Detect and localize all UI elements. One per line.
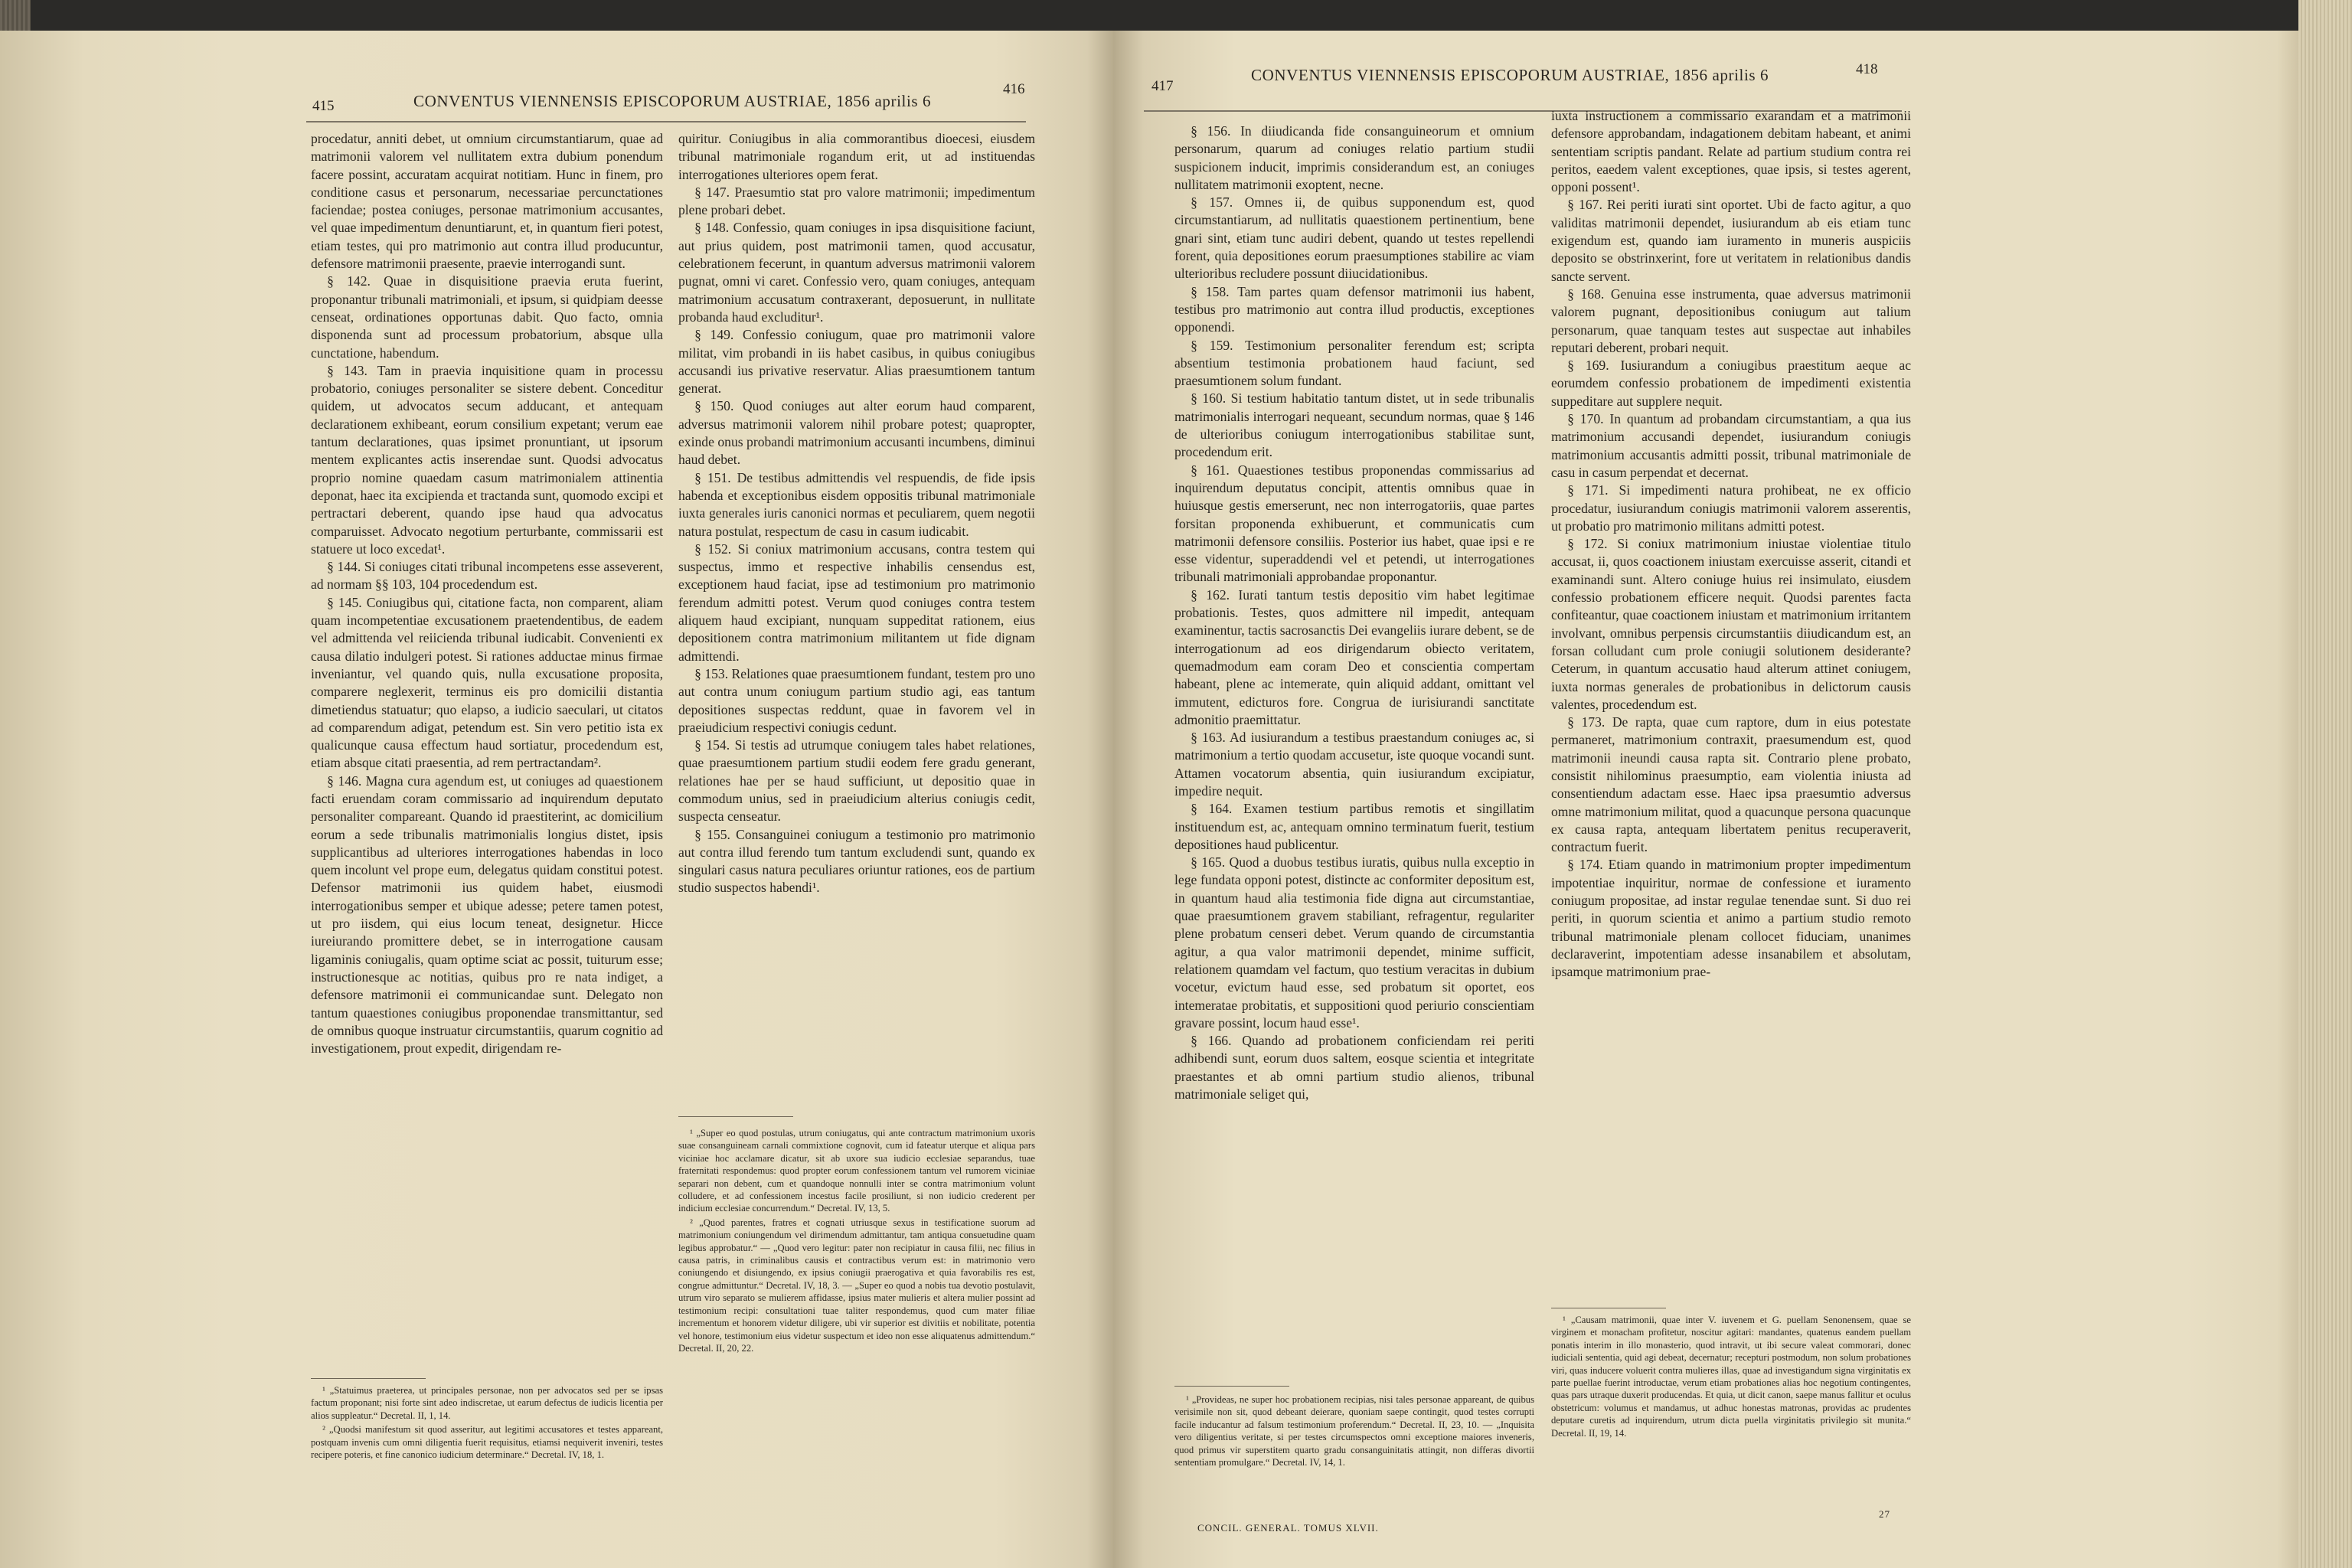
paragraph-172: § 172. Si coniux matrimonium iniustae violentiae titulo accusat, ii, quos coactionem iniustam exercuisse asserit, citandi et examinandi sunt. Altero coniuge huius rei insimulato, eiusdem confessio probationem efficere nequit. Quodsi parentes facta confiteantur, quae coactionem iniustam et matrimonium irritantem involvant, omnibus perpensis circumstantiis diiudicandum est, an forsan colludant cum prole coniugii solutionem desiderante? Ceterum, in quantum accusatio haud alterum attinet coniugem, iuxta normas generales de probationibus in delictorum causis valentes, procedendum est.: [1551, 536, 1911, 712]
signature-line: CONCIL. GENERAL. TOMUS XLVII.: [1197, 1522, 1379, 1534]
left-page: [0, 31, 1113, 1568]
paragraph-166: § 166. Quando ad probationem conficiendam rei periti adhibendi sunt, eorum duos saltem, eosque scientia et integritate praestantes et ab omni partium studio alienos, tribunal matrimoniale seliget qui,: [1174, 1033, 1534, 1102]
footnote-rule: [311, 1378, 426, 1379]
left-page-footnotes-col2: [678, 1127, 1035, 1356]
paragraph-162: § 162. Iurati tantum testis depositio vim habet legitimae probationis. Testes, quos admittere nil impedit, antequam examinentur, tactis sacrosanctis Dei evangeliis iurare debent, se de interrogationum ad eos dirigendarum obiecto veritatem, quemadmodum eam coram Deo et conscientia compertam habeant, plene ac intemerate, quin aliquid addant, omittant vel immutent, edicturos fore. Congrua de iurisiurandi sanctitate admonitio praemittatur.: [1174, 586, 1534, 727]
paragraph-153: § 153. Relationes quae praesumtionem fundant, testem pro uno aut contra unum coniugum partium studio agi, eas tantum depositiones suspectas reddunt, quae in favorem vel in praeiudicium respectivi coniugis cedunt.: [678, 665, 1035, 735]
footnote: ¹ „Super eo quod postulas, utrum coniugatus, qui ante contractum matrimonium uxoris suae consanguineam carnali commixtione cognovit, cum id fateatur uterque et aliqua pars viciniae hoc acclamare dicatur, sit ab uxore sua iudicio ecclesiae separandus, tuae fraternitati respondemus: quod propter eorum confessionem tantum vel rumorem viciniae separari non debent, cum et quandoque nonnulli inter se contra matrimonium volunt colludere, et ad confessionem incestus facile prosiliunt, si non iudicio crederent per indicium ecclesiae concurrendum.“ Decretal. IV, 13, 5.: [678, 1128, 1035, 1214]
header-rule-left: [306, 121, 1026, 122]
paragraph-156: § 156. In diiudicanda fide consanguineorum et omnium personarum, quarum ad coniuges relatio partium studii suspicionem inducit, imprimis considerandum est, an coniuges nullitatem matrimonii exoptent, necne.: [1174, 123, 1534, 192]
footnote: ¹ „Causam matrimonii, quae inter V. iuvenem et G. puellam Senonensem, quae se virginem et monacham profitetur, noscitur agitari: mandantes, quatenus eandem puellam ponatis interim in illo monasterio, quod intravit, ut ibi secure valeat commorari, donec iudiciali sententia, quid agi debeat, decernatur; recepturi postmodum, non solum probationes viri, quas inducere voluerit contra mulieres illas, quae ad investigandum signa virginitatis ex parte puellae fuerint introductae, verum etiam probationes alias hoc negotium contingentes, quas pars utraque duxerit producendas. Et quia, ut dicit canon, saepe manus fallitur et oculus obstetricum: volumus et mandamus, ut adhuc honestas matronas, providas ac prudentes deputare curetis ad inquirendum, utrum dicta puella virginitatis privilegio sit munita.“ Decretal. II, 19, 14.: [1551, 1315, 1911, 1439]
page-number-418: 418: [1856, 61, 1878, 77]
footnote-rule: [678, 1116, 793, 1117]
paragraph-161: § 161. Quaestiones testibus proponendas commissarius ad inquirendum deputatus concipit, attentis omnibus quae in huiusque gestis emerserunt, nec non interrogatoriis, quae partes forsitan proponenda exhibuerunt, et communicatis cum matrimonii defensore consiliis. Posterior ius habet, quae ipsi e re esse videntur, superaddendi vel et petendi, ut interrogationes tribunali matrimoniali approbandae proponantur.: [1174, 462, 1534, 585]
running-header-left: CONVENTUS VIENNENSIS EPISCOPORUM AUSTRIAE, 1856 aprilis 6: [413, 92, 932, 110]
paragraph-170: § 170. In quantum ad probandam circumstantiam, a qua ius matrimonium accusandi dependet, iusiurandum coniugis matrimonium accusantis admitti possit, tribunal matrimoniale de casu in casum perpendat et decernat.: [1551, 411, 1911, 480]
running-header-right: CONVENTUS VIENNENSIS EPISCOPORUM AUSTRIAE, 1856 aprilis 6: [1251, 66, 1769, 84]
right-page-column-1: [1174, 122, 1534, 1271]
left-page-column-2: [678, 130, 1035, 1125]
paragraph-173: § 173. De rapta, quae cum raptore, dum in eius potestate permaneret, matrimonium contraxit, praesumendum est, quod matrimonii ineundi causa rapta sit. Contrario plene probato, consistit nihilominus praesumptio, eam violentia iniusta ad consentiendum adactam esse. Haec ipsa praesumtio adversus omne matrimonium militat, quod a quacunque persona quacunque ex causa rapta, antequam libertatem penitus recuperaverit, contractum fuerit.: [1551, 714, 1911, 855]
right-page-column-2: [1551, 107, 1911, 1302]
paragraph: iuxta instructionem a commissario exarandam et a matrimonii defensore approbandam, indagationem debitam habeant, et animi sententiam scriptis pandant. Relate ad partium studium contra rei peritos, eaedem valent exceptiones, quae ipsis, si testes agerent, opponi possent¹.: [1551, 108, 1911, 195]
paragraph-155: § 155. Consanguinei coniugum a testimonio pro matrimonio aut contra illud ferendo tum tantum excludendi sunt, quando ex singulari casus natura peculiares oriuntur rationes, eos de partium studio suspectos habendi¹.: [678, 826, 1035, 896]
footnote: ¹ „Provideas, ne super hoc probationem recipias, nisi tales personae appareant, de quibus verisimile non sit, quod debeant deierare, quoniam saepe contingit, quod testes corrupti facile inducantur ad falsum testimonium proferendum.“ Decretal. II, 23, 10. — „Inquisita vero diligentius veritate, si per testes circumspectos omni exceptione maiores inveneris, quod primus vir superstitem quarto gradu consanguinitatis attingit, non differas divortii sententiam promulgare.“ Decretal. IV, 14, 1.: [1174, 1394, 1534, 1468]
paragraph-167: § 167. Rei periti iurati sint oportet. Ubi de facto agitur, a quo validitas matrimonii dependet, iusiurandum ab eis etiam tunc exigendum est, quando iam iuramento in muneris auspiciis deposito se obstrinxerint, fore ut veritatem in relationibus dandis sancte servent.: [1551, 197, 1911, 284]
paragraph-150: § 150. Quod coniuges aut alter eorum haud comparent, adversus matrimonii valorem nihil probare potest; quapropter, exinde onus probandi matrimonium accusanti incumbens, diminui haud debet.: [678, 398, 1035, 468]
paragraph: quiritur. Coniugibus in alia commorantibus dioecesi, eiusdem tribunal matrimoniale rogandum erit, ut ad instituendas interrogationes ulteriores opem ferat.: [678, 131, 1035, 182]
page-number-417: 417: [1152, 78, 1174, 94]
footnote-rule: [1174, 1386, 1289, 1387]
paragraph-174: § 174. Etiam quando in matrimonium propter impedimentum impotentiae inquiritur, normae de confessione et iuramento coniugum propositae, ad instar regulae tenendae sunt. Si duo rei periti, in quorum scientia et animo a partium studio remoto tribunal matrimoniale plenam collocet fiduciam, unanimes declaraverint, impotentiam adesse insanabilem et absolutam, ipsamque matrimonium prae-: [1551, 857, 1911, 980]
sheet-number: 27: [1879, 1508, 1890, 1520]
paragraph: procedatur, anniti debet, ut omnium circumstantiarum, quae ad matrimonii valorem vel nullitatem extra dubium ponendum facere possint, accuratam acquirat notitiam. Hunc in finem, pro conditione casus et personarum, necessariae percunctationes faciendae; postea coniuges, personae matrimonium accusantes, vel quae impedimentum denuntiarunt, et, in quantum fieri potest, etiam testes, qui pro matrimonio aut contra illud producuntur, defensore matrimonii praesente, praevie interrogandi sunt.: [311, 131, 663, 272]
paragraph-151: § 151. De testibus admittendis vel respuendis, de fide ipsis habenda et exceptionibus eisdem oppositis tribunal matrimoniale iuxta generales iuris canonici normas et peculiarem, quem negotii natura postulat, respectum de casu in casum iudicabit.: [678, 469, 1035, 539]
footnote: ² „Quod parentes, fratres et cognati utriusque sexus in testificatione suorum ad matrimonium coniungendum vel dirimendum admittantur, tam antiqua consuetudine quam legibus approbatur.“ — „Quod vero legitur: pater non recipiatur in causa filii, nec filius in causa patris, in criminalibus causis et contractibus verum est: in matrimonio vero coniungendo et disiungendo, ex ipsius coniugii praerogativa et quia favorabilis res est, congrue admittuntur.“ Decretal. IV, 18, 3. — „Super eo quod a nobis tua devotio postulavit, utrum viro separato se mulierem affidasse, ipsius mater mulieris et altera mulier possint ad testimonium recipi: consultationi tuae taliter respondemus, quod cum mater filiae incrementum et honorem videtur diligere, ubi vir superior est divitiis et nobilitate, potentia vel honore, testimonium eius videtur suspectum et ideo non esse aliquatenus admittendum.“ Decretal. II, 20, 22.: [678, 1217, 1035, 1354]
paragraph-144: § 144. Si coniuges citati tribunal incompetens esse asseverent, ad normam §§ 103, 104 procedendum est.: [311, 559, 663, 593]
paragraph-169: § 169. Iusiurandum a coniugibus praestitum aeque ac eorumdem confessio probationem de impedimenti existentia suppeditare aut supplere nequit.: [1551, 358, 1911, 409]
right-page-footnotes-col1: [1174, 1393, 1534, 1470]
paragraph-165: § 165. Quod a duobus testibus iuratis, quibus nulla exceptio in lege fundata opponi potest, distincte ac conformiter depositum est, in quantum haud alia testimonia fide digna aut circumstantiae, quae praesumtionem gravem stabiliant, refragentur, regulariter plene probatum censeri debet. Verum quando de circumstantia agitur, a qua valor matrimonii dependet, minime sufficit, relationem quamdam vel factum, quo testium veracitas in dubium vocetur, evictum haud esse, sed probatum sit oportet, eos intemeratae probitatis, et suppositioni quod periurio conscientiam gravare possint, locum haud esse¹.: [1174, 854, 1534, 1031]
paragraph-145: § 145. Coniugibus qui, citatione facta, non comparent, aliam quam incompetentiae excusationem praetendentibus, de eadem vel admittenda vel reiicienda tribunal iudicabit. Convenienti ex causa dilatio indulgeri potest. Si rationes adductae minus firmae inveniantur, vel quando quis, nulla excusatione proposita, comparere neglexerit, terminus eis pro domicilii distantia dimetiendus statuatur; quo elapso, a iudicio saeculari, ut citatos ad comparendum adigat, petendum est. Sin vero petitio ista ex qualicunque causa effectum haud sortiatur, procedendum est, etiam absque citati praesentia, ad rem pertractandam².: [311, 594, 663, 771]
paragraph-159: § 159. Testimonium personaliter ferendum est; scripta absentium testimonia probationem haud faciunt, sed praesumtionem solum fundant.: [1174, 337, 1534, 389]
right-page: [1113, 31, 2298, 1568]
footnote: ¹ „Statuimus praeterea, ut principales personae, non per advocatos sed per se ipsas factum proponant; nisi forte sint adeo indiscretae, ut earum defectus de iudicis licentia per alios suppleatur.“ Decretal. II, 1, 14.: [311, 1385, 663, 1421]
paragraph-143: § 143. Tam in praevia inquisitione quam in processu probatorio, coniuges personaliter se sistere debent. Conceditur quidem, ut advocatos secum adducant, et antequam declarationem exhibeant, eorum consilium expetant; verum eae tantum declarationes, quas ipsimet pronuntiant, ut ipsorum mentem explicantes actis inserendae sunt. Quodsi advocatus proprio nomine quaedam casum matrimonialem attinentia deponat, haec ita excipienda et tractanda sunt, quomodo excipi et pertractari deberent, quando ipse haud qua advocatus comparuisset. Advocato negotium perturbante, commissarii est statuere ut loco excedat¹.: [311, 362, 663, 557]
paragraph-147: § 147. Praesumtio stat pro valore matrimonii; impedimentum plene probari debet.: [678, 184, 1035, 218]
paragraph-146: § 146. Magna cura agendum est, ut coniuges ad quaestionem facti eruendam coram commissario ad inquirendum deputato personaliter compareant. Quando id praestiterint, ac domicilium eorum a sede tribunalis matrimonialis longius distet, ipsis supplicantibus ad ulteriores interrogationes habendas in loco quem incolunt vel prope eum, delegatus quidam constitui potest. Defensor matrimonii ius quidem habet, eiusmodi interrogationibus semper et ubique adesse; petere tamen potest, ut pro iisdem, qui eius locum teneat, designetur. Hicce iureiurando promittere debet, se in interrogatione causam ligaminis coniugalis, quam optime sciat ac possit, tuiturum esse; instructionesque ac notitias, quibus pro re nata indiget, a defensore matrimonii ei communicandae sunt. Delegato non tantum quaestiones coniugibus proponendae transmittantur, sed de omnibus quoque instruatur circumstantiis, quarum cognitio ad investigationem, prout expedit, dirigendam re-: [311, 773, 663, 1057]
paragraph-142: § 142. Quae in disquisitione praevia eruta fuerint, proponantur tribunali matrimoniali, et ipsum, si quidpiam deesse censeat, ordinationes opportunas dabit. Quo facto, omnia disponenda sunt ad processum probatorium, absque ulla cunctatione, habendum.: [311, 273, 663, 361]
paragraph-160: § 160. Si testium habitatio tantum distet, ut in sede tribunalis matrimonialis interrogari nequeant, secundum normas, quae § 146 de ulterioribus coniugum interrogationibus stabilitae sunt, procedendum erit.: [1174, 390, 1534, 460]
paragraph-158: § 158. Tam partes quam defensor matrimonii ius habent, testibus pro matrimonio aut contra illud productis, exceptiones opponendi.: [1174, 283, 1534, 335]
page-number-415: 415: [312, 98, 335, 114]
paragraph-152: § 152. Si coniux matrimonium accusans, contra testem qui suspectus, immo et respective inhabilis censendus est, exceptionem haud faciat, ipse ad testimonium pro matrimonio ferendum admitti potest. Verum quod coniuges contra testem aliquem haud excipiant, nunquam suppeditat rationem, eius depositionem contra matrimonium militantem ut fide dignam admittendi.: [678, 541, 1035, 664]
paragraph-157: § 157. Omnes ii, de quibus supponendum est, quod circumstantiarum, ad nullitatis quaestionem pertinentium, bene gnari sint, etiam tunc audiri debent, quando ut testes repellendi forent, quia depositiones eorum praesumptiones stabilire ac viam ulterioribus recludere possunt diiucidationibus.: [1174, 194, 1534, 282]
paragraph-163: § 163. Ad iusiurandum a testibus praestandum coniuges ac, si matrimonium a tertio quodam accusetur, iste quoque vocandi sunt. Attamen vocatorum absentia, quin iusiurandum excipiatur, impedire nequit.: [1174, 730, 1534, 799]
paragraph-148: § 148. Confessio, quam coniuges in ipsa disquisitione faciunt, aut prius quidem, post matrimonii tamen, quod accusatur, celebrationem fecerunt, in quantum adversus matrimonii valorem pugnat, omni vi caret. Confessio vero, quam coniuges, antequam matrimonium accusatum contraxerant, deposuerunt, in nullitate probanda haud excluditur¹.: [678, 220, 1035, 325]
left-page-column-1: [311, 130, 663, 1355]
paragraph-168: § 168. Genuina esse instrumenta, quae adversus matrimonii valorem pugnant, depositionibus coniugum aut talium personarum, quae tanquam testes aut suspectae aut inhabiles reputari deberent, probari nequit.: [1551, 286, 1911, 355]
paragraph-154: § 154. Si testis ad utrumque coniugem tales habet relationes, quae praesumtionem partium studii eodem fere gradu generant, relationes hae per se haud sufficiunt, ut depositio quae in commodum unius, sed in praeiudicium alterius coniugis cedit, suspecta censeatur.: [678, 737, 1035, 825]
paragraph-164: § 164. Examen testium partibus remotis et singillatim instituendum est, ac, antequam omnino terminatum fuerit, testium depositiones haud publicentur.: [1174, 801, 1534, 852]
paragraph-171: § 171. Si impedimenti natura prohibeat, ne ex officio procedatur, iusiurandum coniugis matrimonii valorem asserentis, ut probatio pro matrimonio militans admitti potest.: [1551, 482, 1911, 534]
footnote: ² „Quodsi manifestum sit quod asseritur, aut legitimi accusatores et testes appareant, postquam invenis cum omni diligentia fuerit requisitus, etiamsi nequiverit inveniri, testes recipere poteris, et fine canonico iudicium determinare.“ Decretal. IV, 18, 1.: [311, 1424, 663, 1461]
page-number-416: 416: [1003, 81, 1025, 97]
book-edge-right: [2298, 0, 2352, 1568]
right-page-footnotes-col2: [1551, 1314, 1911, 1441]
paragraph-149: § 149. Confessio coniugum, quae pro matrimonii valore militat, vim probandi in iis habet casibus, in quibus coniugibus accusandi ius privative reservatur. Alias praesumtionem tantum generat.: [678, 327, 1035, 397]
left-page-footnotes-col1: [311, 1384, 663, 1462]
